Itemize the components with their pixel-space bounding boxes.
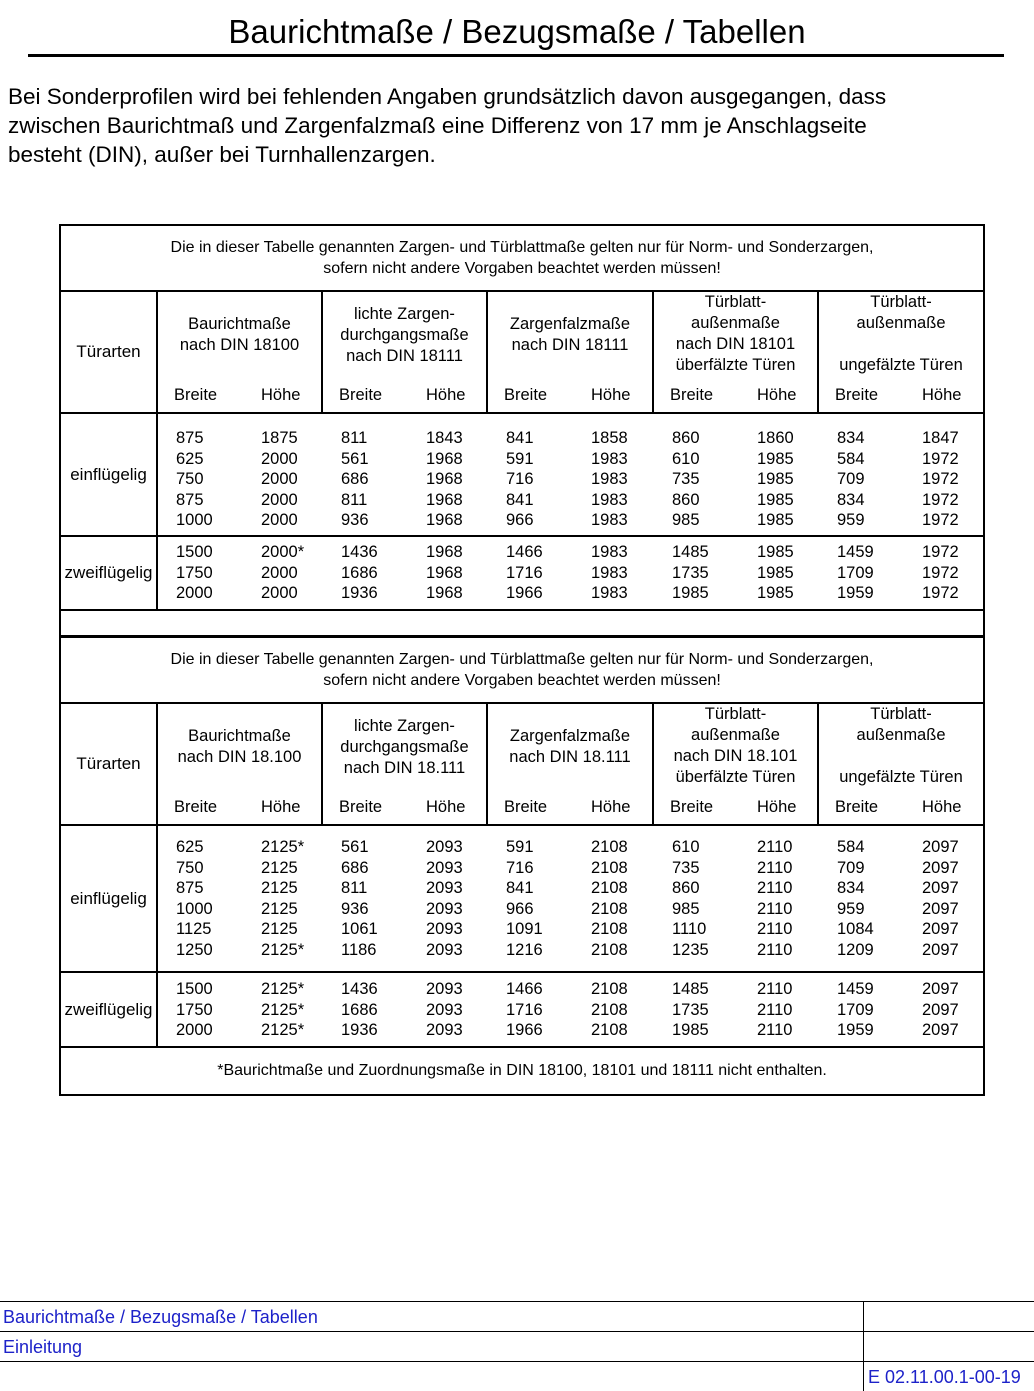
- value-cell: 1983: [591, 563, 628, 582]
- header-group: [654, 292, 817, 412]
- group-title: Baurichtmaße nach DIN 18100: [179, 315, 300, 354]
- value-cell: 750: [176, 470, 204, 489]
- row-label: zweiflügelig: [60, 972, 157, 1047]
- value-cell: 2125*: [261, 838, 305, 856]
- value-cell: 716: [506, 470, 534, 489]
- header-group: [323, 704, 486, 824]
- value-cell: 811: [341, 490, 368, 509]
- value-cell: 2108: [591, 940, 628, 959]
- value-cell: 735: [672, 858, 700, 877]
- footnote: *Baurichtmaße und Zuordnungsmaße in DIN 18100, 18101 und 18111 nicht enthalten.: [60, 1047, 984, 1095]
- value-cell: 959: [837, 899, 865, 918]
- value-cell: 2110: [757, 899, 793, 918]
- value-cell: 834: [837, 490, 865, 509]
- value-cell: 2093: [426, 899, 463, 918]
- value-cell: 1985: [757, 563, 794, 582]
- value-cell: 1735: [672, 1000, 709, 1019]
- value-cell: 2000: [261, 511, 298, 530]
- header-group: [158, 292, 321, 412]
- value-cell: 1735: [672, 563, 709, 582]
- value-column: [672, 542, 709, 604]
- value-cell: 2097: [922, 920, 959, 939]
- value-cell: 1459: [837, 543, 874, 561]
- value-cell: 1084: [837, 920, 874, 939]
- hoehe-label: Höhe: [426, 798, 466, 816]
- value-cell: 1250: [176, 940, 213, 959]
- hoehe-label: Höhe: [757, 798, 797, 816]
- value-column: [591, 542, 628, 604]
- group-title: Türblatt- außenmaße ungefälzte Türen: [839, 293, 963, 374]
- value-column: [591, 837, 628, 961]
- hoehe-label: Höhe: [261, 386, 301, 404]
- value-cell: 716: [506, 858, 534, 877]
- value-cell: 1209: [837, 940, 874, 959]
- intro-line: zwischen Baurichtmaß und Zargenfalzmaß eine Differenz von 17 mm je Anschlagseite: [8, 113, 867, 138]
- value-cell: 841: [506, 879, 534, 898]
- value-column: [341, 837, 378, 961]
- value-cell: 966: [506, 899, 534, 918]
- header-group: [488, 704, 652, 824]
- value-cell: 610: [672, 449, 700, 468]
- value-cell: 811: [341, 429, 368, 447]
- value-cell: 2093: [426, 940, 463, 959]
- dimension-table-1: [59, 224, 985, 637]
- value-cell: 1466: [506, 980, 543, 998]
- value-cell: 1985: [757, 470, 794, 489]
- value-column: [922, 979, 959, 1041]
- value-cell: 2093: [426, 920, 463, 939]
- value-column: [591, 428, 628, 531]
- value-cell: 860: [672, 429, 700, 447]
- value-column: [341, 542, 378, 604]
- value-column: [757, 979, 792, 1041]
- value-cell: 1966: [506, 1021, 543, 1040]
- value-cell: 2108: [591, 1021, 628, 1040]
- value-column: [922, 542, 959, 604]
- value-cell: 686: [341, 858, 369, 877]
- value-cell: 1750: [176, 1000, 213, 1019]
- value-cell: 860: [672, 490, 700, 509]
- value-column: [261, 428, 298, 531]
- number-block: [157, 413, 984, 536]
- value-cell: 2125: [261, 858, 298, 877]
- group-title: Türblatt- außenmaße ungefälzte Türen: [839, 705, 963, 786]
- value-cell: 2097: [922, 879, 959, 898]
- intro-paragraph: [8, 82, 1018, 169]
- value-cell: 561: [341, 838, 369, 856]
- value-cell: 1485: [672, 543, 709, 561]
- value-column: [506, 837, 543, 961]
- value-column: [672, 837, 709, 961]
- breite-label: Breite: [670, 386, 714, 404]
- value-cell: 959: [837, 511, 865, 530]
- value-cell: 834: [837, 879, 865, 898]
- value-cell: 2000*: [261, 543, 305, 561]
- value-cell: 1686: [341, 1000, 378, 1019]
- header-group: [819, 704, 983, 824]
- value-column: [261, 837, 304, 961]
- footer-row: [0, 1331, 1034, 1361]
- group-title: Türblatt- außenmaße nach DIN 18.101 überfälzte Türen: [673, 705, 798, 786]
- value-column: [261, 979, 304, 1041]
- value-cell: 2093: [426, 858, 463, 877]
- value-cell: 1985: [672, 1021, 709, 1040]
- hoehe-label: Höhe: [426, 386, 466, 404]
- value-cell: 860: [672, 879, 700, 898]
- hoehe-label: Höhe: [922, 798, 962, 816]
- value-cell: 1985: [757, 449, 794, 468]
- value-cell: 1110: [672, 920, 707, 939]
- value-cell: 584: [837, 838, 865, 856]
- breite-label: Breite: [174, 386, 218, 404]
- value-cell: 1968: [426, 511, 463, 530]
- spacer-row: [60, 610, 984, 636]
- value-cell: 1972: [922, 563, 959, 582]
- value-cell: 1983: [591, 490, 628, 509]
- breite-label: Breite: [835, 386, 879, 404]
- value-cell: 2097: [922, 980, 959, 998]
- value-cell: 1235: [672, 940, 709, 959]
- value-cell: 2097: [922, 1000, 959, 1019]
- value-cell: 1216: [506, 940, 543, 959]
- value-cell: 2110: [757, 1021, 793, 1040]
- value-cell: 1459: [837, 980, 874, 998]
- value-cell: 1125: [176, 920, 212, 939]
- value-cell: 1968: [426, 584, 463, 603]
- number-block: [157, 972, 984, 1047]
- value-cell: 1061: [341, 920, 378, 939]
- value-cell: 2000: [176, 1021, 213, 1040]
- value-cell: 735: [672, 470, 700, 489]
- value-cell: 1972: [922, 449, 959, 468]
- value-cell: 1968: [426, 563, 463, 582]
- value-cell: 985: [672, 511, 700, 530]
- value-column: [261, 542, 304, 604]
- value-cell: 2108: [591, 980, 628, 998]
- value-column: [341, 979, 378, 1041]
- intro-line: besteht (DIN), außer bei Turnhallenzargen.: [8, 142, 436, 167]
- value-cell: 1686: [341, 563, 378, 582]
- value-cell: 2125*: [261, 940, 305, 959]
- value-cell: 2097: [922, 1021, 959, 1040]
- value-cell: 2108: [591, 858, 628, 877]
- value-cell: 2110: [757, 920, 793, 939]
- value-cell: 2097: [922, 940, 959, 959]
- value-cell: 625: [176, 449, 204, 468]
- value-cell: 1959: [837, 584, 874, 603]
- group-title: Türblatt- außenmaße nach DIN 18101 überfälzte Türen: [675, 293, 796, 374]
- row-label: zweiflügelig: [60, 536, 157, 610]
- value-cell: 2093: [426, 1000, 463, 1019]
- header-group: [819, 292, 983, 412]
- title-underline: [28, 54, 1004, 57]
- value-cell: 2110: [757, 1000, 793, 1019]
- value-cell: 1985: [757, 584, 794, 603]
- value-cell: 1936: [341, 584, 378, 603]
- value-cell: 1983: [591, 449, 628, 468]
- value-column: [176, 979, 213, 1041]
- header-group: [654, 704, 817, 824]
- value-cell: 1959: [837, 1021, 874, 1040]
- breite-label: Breite: [835, 798, 879, 816]
- value-cell: 2125: [261, 879, 298, 898]
- value-cell: 1985: [672, 584, 709, 603]
- value-column: [922, 837, 959, 961]
- table-note: Die in dieser Tabelle genannten Zargen- und Türblattmaße gelten nur für Norm- und Sonderzargen, sofern nicht andere Vorgaben beachtet werden müssen!: [60, 637, 984, 703]
- value-column: [672, 979, 709, 1041]
- value-column: [837, 428, 865, 531]
- value-cell: 1709: [837, 1000, 874, 1019]
- value-cell: 2125: [261, 920, 298, 939]
- value-cell: 1716: [506, 563, 543, 582]
- breite-label: Breite: [504, 386, 548, 404]
- value-column: [341, 428, 369, 531]
- value-column: [176, 542, 213, 604]
- value-cell: 841: [506, 429, 534, 447]
- value-cell: 985: [672, 899, 700, 918]
- value-cell: 936: [341, 899, 369, 918]
- value-cell: 1860: [757, 429, 794, 447]
- value-cell: 2125: [261, 899, 298, 918]
- value-cell: 1968: [426, 449, 463, 468]
- group-title: Zargenfalzmaße nach DIN 18.111: [509, 727, 631, 766]
- value-cell: 2000: [261, 584, 298, 603]
- value-cell: 1485: [672, 980, 709, 998]
- row-label: einflügelig: [60, 825, 157, 972]
- hoehe-label: Höhe: [261, 798, 301, 816]
- hoehe-label: Höhe: [922, 386, 962, 404]
- row-label: einflügelig: [60, 413, 157, 536]
- value-cell: 2097: [922, 838, 959, 856]
- value-cell: 2125*: [261, 1000, 305, 1019]
- value-cell: 1972: [922, 543, 959, 561]
- breite-label: Breite: [504, 798, 548, 816]
- value-cell: 1985: [757, 511, 794, 530]
- value-cell: 2000: [261, 449, 298, 468]
- intro-line: Bei Sonderprofilen wird bei fehlenden Angaben grundsätzlich davon ausgegangen, dass: [8, 84, 887, 109]
- value-column: [591, 979, 628, 1041]
- value-cell: 2093: [426, 838, 463, 856]
- value-cell: 750: [176, 858, 204, 877]
- table-row: [60, 536, 984, 610]
- value-cell: 1972: [922, 490, 959, 509]
- value-cell: 2110: [757, 940, 793, 959]
- value-cell: 811: [341, 879, 368, 898]
- value-column: [176, 837, 213, 961]
- value-cell: 2108: [591, 1000, 628, 1019]
- value-cell: 2093: [426, 1021, 463, 1040]
- value-cell: 2108: [591, 879, 628, 898]
- value-cell: 1968: [426, 470, 463, 489]
- document-footer: [0, 1301, 1034, 1391]
- value-cell: 584: [837, 449, 865, 468]
- value-cell: 1858: [591, 429, 628, 447]
- value-cell: 1186: [341, 940, 377, 959]
- table-row: [60, 413, 984, 536]
- value-cell: 1843: [426, 429, 463, 447]
- value-column: [426, 837, 463, 961]
- value-cell: 966: [506, 511, 534, 530]
- breite-label: Breite: [339, 798, 383, 816]
- value-cell: 625: [176, 838, 204, 856]
- footer-row: [0, 1301, 1034, 1331]
- table-row: [60, 825, 984, 972]
- value-cell: 2110: [757, 858, 793, 877]
- header-row: [60, 291, 984, 413]
- value-cell: 2093: [426, 879, 463, 898]
- group-title: Zargenfalzmaße nach DIN 18111: [509, 315, 631, 354]
- breite-label: Breite: [670, 798, 714, 816]
- value-column: [757, 542, 794, 604]
- header-group: [158, 704, 321, 824]
- turarten-header: Türarten: [60, 703, 157, 825]
- value-cell: 1983: [591, 511, 628, 530]
- header-group: [488, 292, 652, 412]
- breite-label: Breite: [339, 386, 383, 404]
- value-cell: 875: [176, 879, 204, 898]
- value-cell: 2097: [922, 858, 959, 877]
- group-title: lichte Zargen- durchgangsmaße nach DIN 18.111: [340, 717, 469, 777]
- value-cell: 709: [837, 470, 865, 489]
- value-cell: 1968: [426, 543, 463, 561]
- value-cell: 1968: [426, 490, 463, 509]
- group-title: lichte Zargen- durchgangsmaße nach DIN 18111: [340, 305, 469, 365]
- hoehe-label: Höhe: [591, 798, 631, 816]
- number-block: [157, 536, 984, 610]
- value-cell: 1983: [591, 470, 628, 489]
- value-cell: 2110: [757, 838, 793, 856]
- turarten-header: Türarten: [60, 291, 157, 413]
- value-cell: 2000: [261, 490, 298, 509]
- value-column: [757, 428, 794, 531]
- value-column: [837, 979, 874, 1041]
- value-column: [426, 428, 463, 531]
- document-code: E 02.11.00.1-00-19: [868, 1367, 1021, 1387]
- value-cell: 1750: [176, 563, 213, 582]
- breite-label: Breite: [174, 798, 218, 816]
- value-column: [922, 428, 959, 531]
- value-cell: 2110: [757, 879, 793, 898]
- page-title: Baurichtmaße / Bezugsmaße / Tabellen: [228, 13, 806, 50]
- value-cell: 2108: [591, 920, 628, 939]
- header-row: [60, 703, 984, 825]
- value-cell: 1436: [341, 980, 378, 998]
- value-cell: 591: [506, 838, 534, 856]
- value-cell: 1972: [922, 470, 959, 489]
- value-cell: 1500: [176, 543, 213, 561]
- value-cell: 1091: [506, 920, 543, 939]
- header-group: [323, 292, 486, 412]
- value-cell: 875: [176, 429, 204, 447]
- value-cell: 1716: [506, 1000, 543, 1019]
- value-cell: 561: [341, 449, 369, 468]
- value-column: [176, 428, 213, 531]
- value-cell: 1709: [837, 563, 874, 582]
- value-cell: 1466: [506, 543, 543, 561]
- value-cell: 834: [837, 429, 865, 447]
- value-column: [757, 837, 792, 961]
- hoehe-label: Höhe: [757, 386, 797, 404]
- value-cell: 2125*: [261, 980, 305, 998]
- group-title: Baurichtmaße nach DIN 18.100: [177, 727, 302, 766]
- value-cell: 1985: [757, 543, 794, 561]
- value-cell: 1000: [176, 899, 213, 918]
- value-column: [506, 979, 543, 1041]
- value-cell: 2110: [757, 980, 793, 998]
- table-row: [60, 972, 984, 1047]
- value-cell: 1500: [176, 980, 213, 998]
- value-cell: 2093: [426, 980, 463, 998]
- table-note: Die in dieser Tabelle genannten Zargen- und Türblattmaße gelten nur für Norm- und Sonderzargen, sofern nicht andere Vorgaben beachtet werden müssen!: [60, 225, 984, 291]
- value-cell: 591: [506, 449, 534, 468]
- footer-title: Baurichtmaße / Bezugsmaße / Tabellen: [3, 1307, 318, 1327]
- value-cell: 1983: [591, 543, 628, 561]
- value-cell: 936: [341, 511, 369, 530]
- value-cell: 610: [672, 838, 700, 856]
- value-column: [837, 542, 874, 604]
- number-block: [157, 825, 984, 972]
- value-cell: 2108: [591, 838, 628, 856]
- value-cell: 2097: [922, 899, 959, 918]
- value-cell: 686: [341, 470, 369, 489]
- value-cell: 1936: [341, 1021, 378, 1040]
- value-column: [506, 542, 543, 604]
- value-cell: 709: [837, 858, 865, 877]
- value-cell: 1436: [341, 543, 378, 561]
- value-cell: 1847: [922, 429, 959, 447]
- value-cell: 841: [506, 490, 534, 509]
- value-column: [426, 542, 463, 604]
- value-cell: 1972: [922, 511, 959, 530]
- value-column: [506, 428, 534, 531]
- value-column: [672, 428, 700, 531]
- value-cell: 1966: [506, 584, 543, 603]
- value-cell: 1875: [261, 429, 298, 447]
- value-column: [426, 979, 463, 1041]
- value-cell: 2108: [591, 899, 628, 918]
- value-cell: 1983: [591, 584, 628, 603]
- value-cell: 1000: [176, 511, 213, 530]
- hoehe-label: Höhe: [591, 386, 631, 404]
- footer-subtitle: Einleitung: [3, 1337, 83, 1357]
- value-cell: 2125*: [261, 1021, 305, 1040]
- value-cell: 875: [176, 490, 204, 509]
- value-cell: 1972: [922, 584, 959, 603]
- dimension-table-2: [59, 636, 985, 1096]
- value-cell: 2000: [176, 584, 213, 603]
- footer-row: [0, 1361, 1034, 1391]
- value-column: [837, 837, 874, 961]
- value-cell: 2000: [261, 563, 298, 582]
- value-cell: 1985: [757, 490, 794, 509]
- value-cell: 2000: [261, 470, 298, 489]
